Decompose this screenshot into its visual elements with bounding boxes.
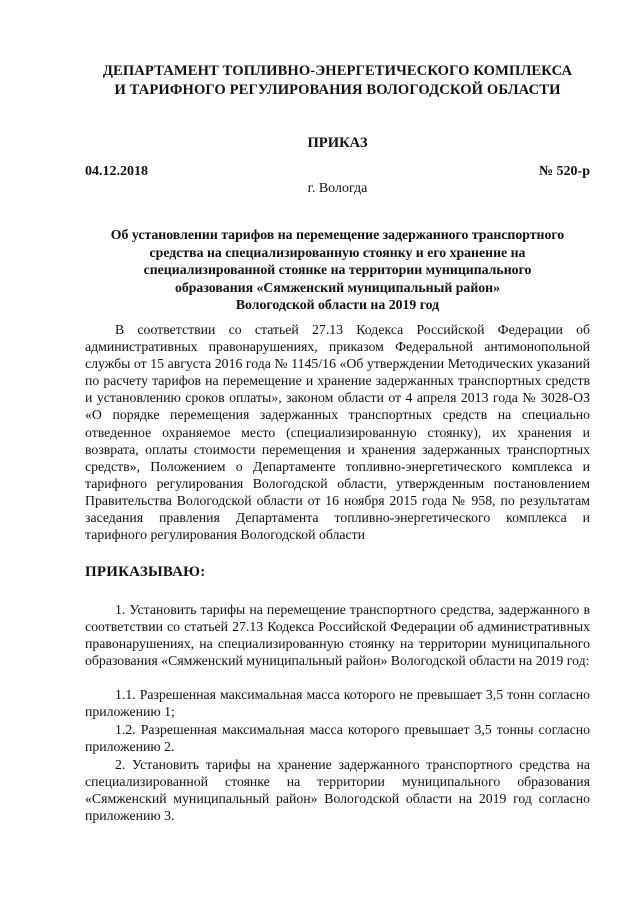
order-date: 04.12.2018 — [85, 164, 148, 179]
order-title: ПРИКАЗ — [307, 135, 368, 151]
preamble-paragraph: В соответствии со статьей 27.13 Кодекса Российской Федерации об административных правонарушениях, приказом Федеральной антимонопольной службы от 15 августа 2016 года № 1145/16 «Об утверждении Методических указаний по расчету тарифов на перемещение и хранение задержанных транспортных средств и установлению сроков оплаты», законом области от 4 апреля 2013 года № 3028-ОЗ «О порядке перемещения задержанных транспортных средств на специально отведенное охраняемое место (специализированную стоянку), их хранения и возврата, оплаты стоимости перемещения и хранения задержанных транспортных средств», Положением о Департаменте топливно-энергетического комплекса и тарифного регулирования Вологодской области, утвержденным постановлением Правительства Вологодской области от 16 ноября 2015 года № 958, по результатам заседания правления Департамента топливно-энергетического комплекса и тарифного регулирования Вологодской области — [85, 322, 590, 543]
department-header-line-1: ДЕПАРТАМЕНТ ТОПЛИВНО-ЭНЕРГЕТИЧЕСКОГО КОМПЛЕКСА — [102, 63, 573, 79]
order-subject-line-4: образования «Сямженский муниципальный район» — [174, 279, 501, 295]
department-header — [85, 62, 590, 100]
order-city: г. Вологда — [307, 181, 368, 196]
order-subject-line-1: Об установлении тарифов на перемещение задержанного транспортного — [110, 227, 565, 242]
order-number: № 520-р — [538, 164, 590, 179]
clause-2-paragraph: 2. Установить тарифы на хранение задержанного транспортного средства на специализированной стоянке на территории муниципального образования «Сямженский муниципальный район» Вологодской области на 2019 год согласно приложению 3. — [85, 757, 590, 824]
order-subject-line-5: Вологодской области на 2019 год — [235, 297, 440, 313]
decree-word: ПРИКАЗЫВАЮ: — [85, 564, 206, 580]
department-header-line-2: И ТАРИФНОГО РЕГУЛИРОВАНИЯ ВОЛОГОДСКОЙ ОБЛАСТИ — [114, 82, 561, 98]
clause-1-paragraph: 1. Установить тарифы на перемещение транспортного средства, задержанного в соответствии со статьей 27.13 Кодекса Российской Федерации об административных правонарушениях, на специализированную стоянку на территории муниципального образования «Сямженский муниципальный район» Вологодской области на 2019 год: — [85, 602, 590, 669]
order-subject-line-2: средства на специализированную стоянку и его хранение на — [149, 244, 526, 260]
clause-1-2-paragraph: 1.2. Разрешенная максимальная масса которого превышает 3,5 тонны согласно приложению 2. — [85, 722, 590, 755]
clause-1-1-paragraph: 1.1. Разрешенная максимальная масса которого не превышает 3,5 тонн согласно приложению 1; — [85, 687, 590, 720]
order-subject-line-3: специализированной стоянке на территории муниципального — [143, 262, 532, 278]
order-subject — [85, 226, 590, 314]
